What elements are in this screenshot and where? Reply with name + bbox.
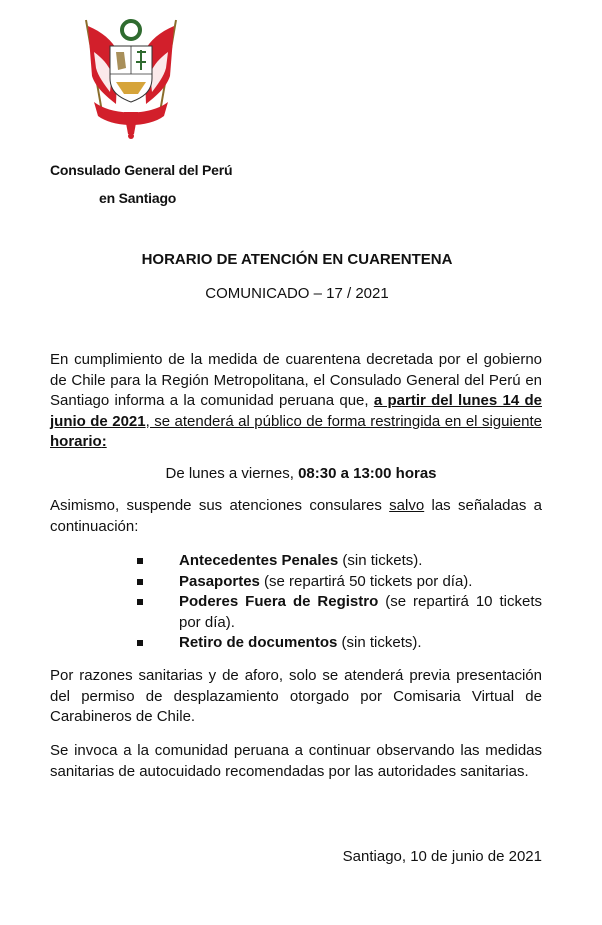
- sanitary-note: Por razones sanitarias y de aforo, solo se atenderá previa presentación del permiso de desplazamiento otorgado por Comisaria Virtual de Carabineros de Chile.: [50, 667, 542, 725]
- peru-coat-of-arms-icon: [72, 12, 190, 140]
- invocation-paragraph: Se invoca a la comunidad peruana a continuar observando las medidas sanitarias de autocuidado recomendadas por las autoridades sanitarias.: [50, 742, 542, 780]
- document-subtitle: COMUNICADO – 17 / 2021: [205, 285, 389, 302]
- list-item: Antecedentes Penales (sin tickets).: [134, 551, 542, 572]
- list-item: Retiro de documentos (sin tickets).: [134, 633, 542, 654]
- intro-text: En cumplimiento de la medida de cuarentena decretada por el gobierno de Chile para la Región Metropolitana, el Consulado General del Perú en Santiago informa a la comunidad peruana que,: [50, 351, 542, 409]
- bullet-icon: [137, 579, 143, 585]
- intro-paragraph: [50, 350, 542, 453]
- suspension-paragraph: Asimismo, suspende sus atenciones consulares salvo las señaladas a continuación:: [50, 497, 543, 535]
- salvo-word: salvo: [389, 497, 425, 514]
- document-title: HORARIO DE ATENCIÓN EN CUARENTENA: [141, 251, 453, 268]
- bullet-icon: [137, 640, 143, 646]
- services-list: [134, 551, 542, 654]
- schedule-hours: 08:30 a 13:00 horas: [298, 465, 437, 482]
- effective-date: a partir del lunes 14 de junio de 2021, se atenderá al público de forma restringida en el siguiente horario:: [50, 392, 542, 450]
- bullet-icon: [137, 599, 143, 605]
- consulate-city: en Santiago: [99, 190, 177, 206]
- schedule-days: De lunes a viernes,: [165, 465, 299, 482]
- list-item: Poderes Fuera de Registro (se repartirá 10 tickets por día).: [134, 592, 542, 633]
- signoff-date: Santiago, 10 de junio de 2021: [342, 848, 542, 865]
- bullet-icon: [137, 558, 143, 564]
- list-item: Pasaportes (se repartirá 50 tickets por día).: [134, 572, 542, 593]
- schedule-line: [0, 465, 602, 482]
- consulate-name: Consulado General del Perú: [50, 162, 233, 178]
